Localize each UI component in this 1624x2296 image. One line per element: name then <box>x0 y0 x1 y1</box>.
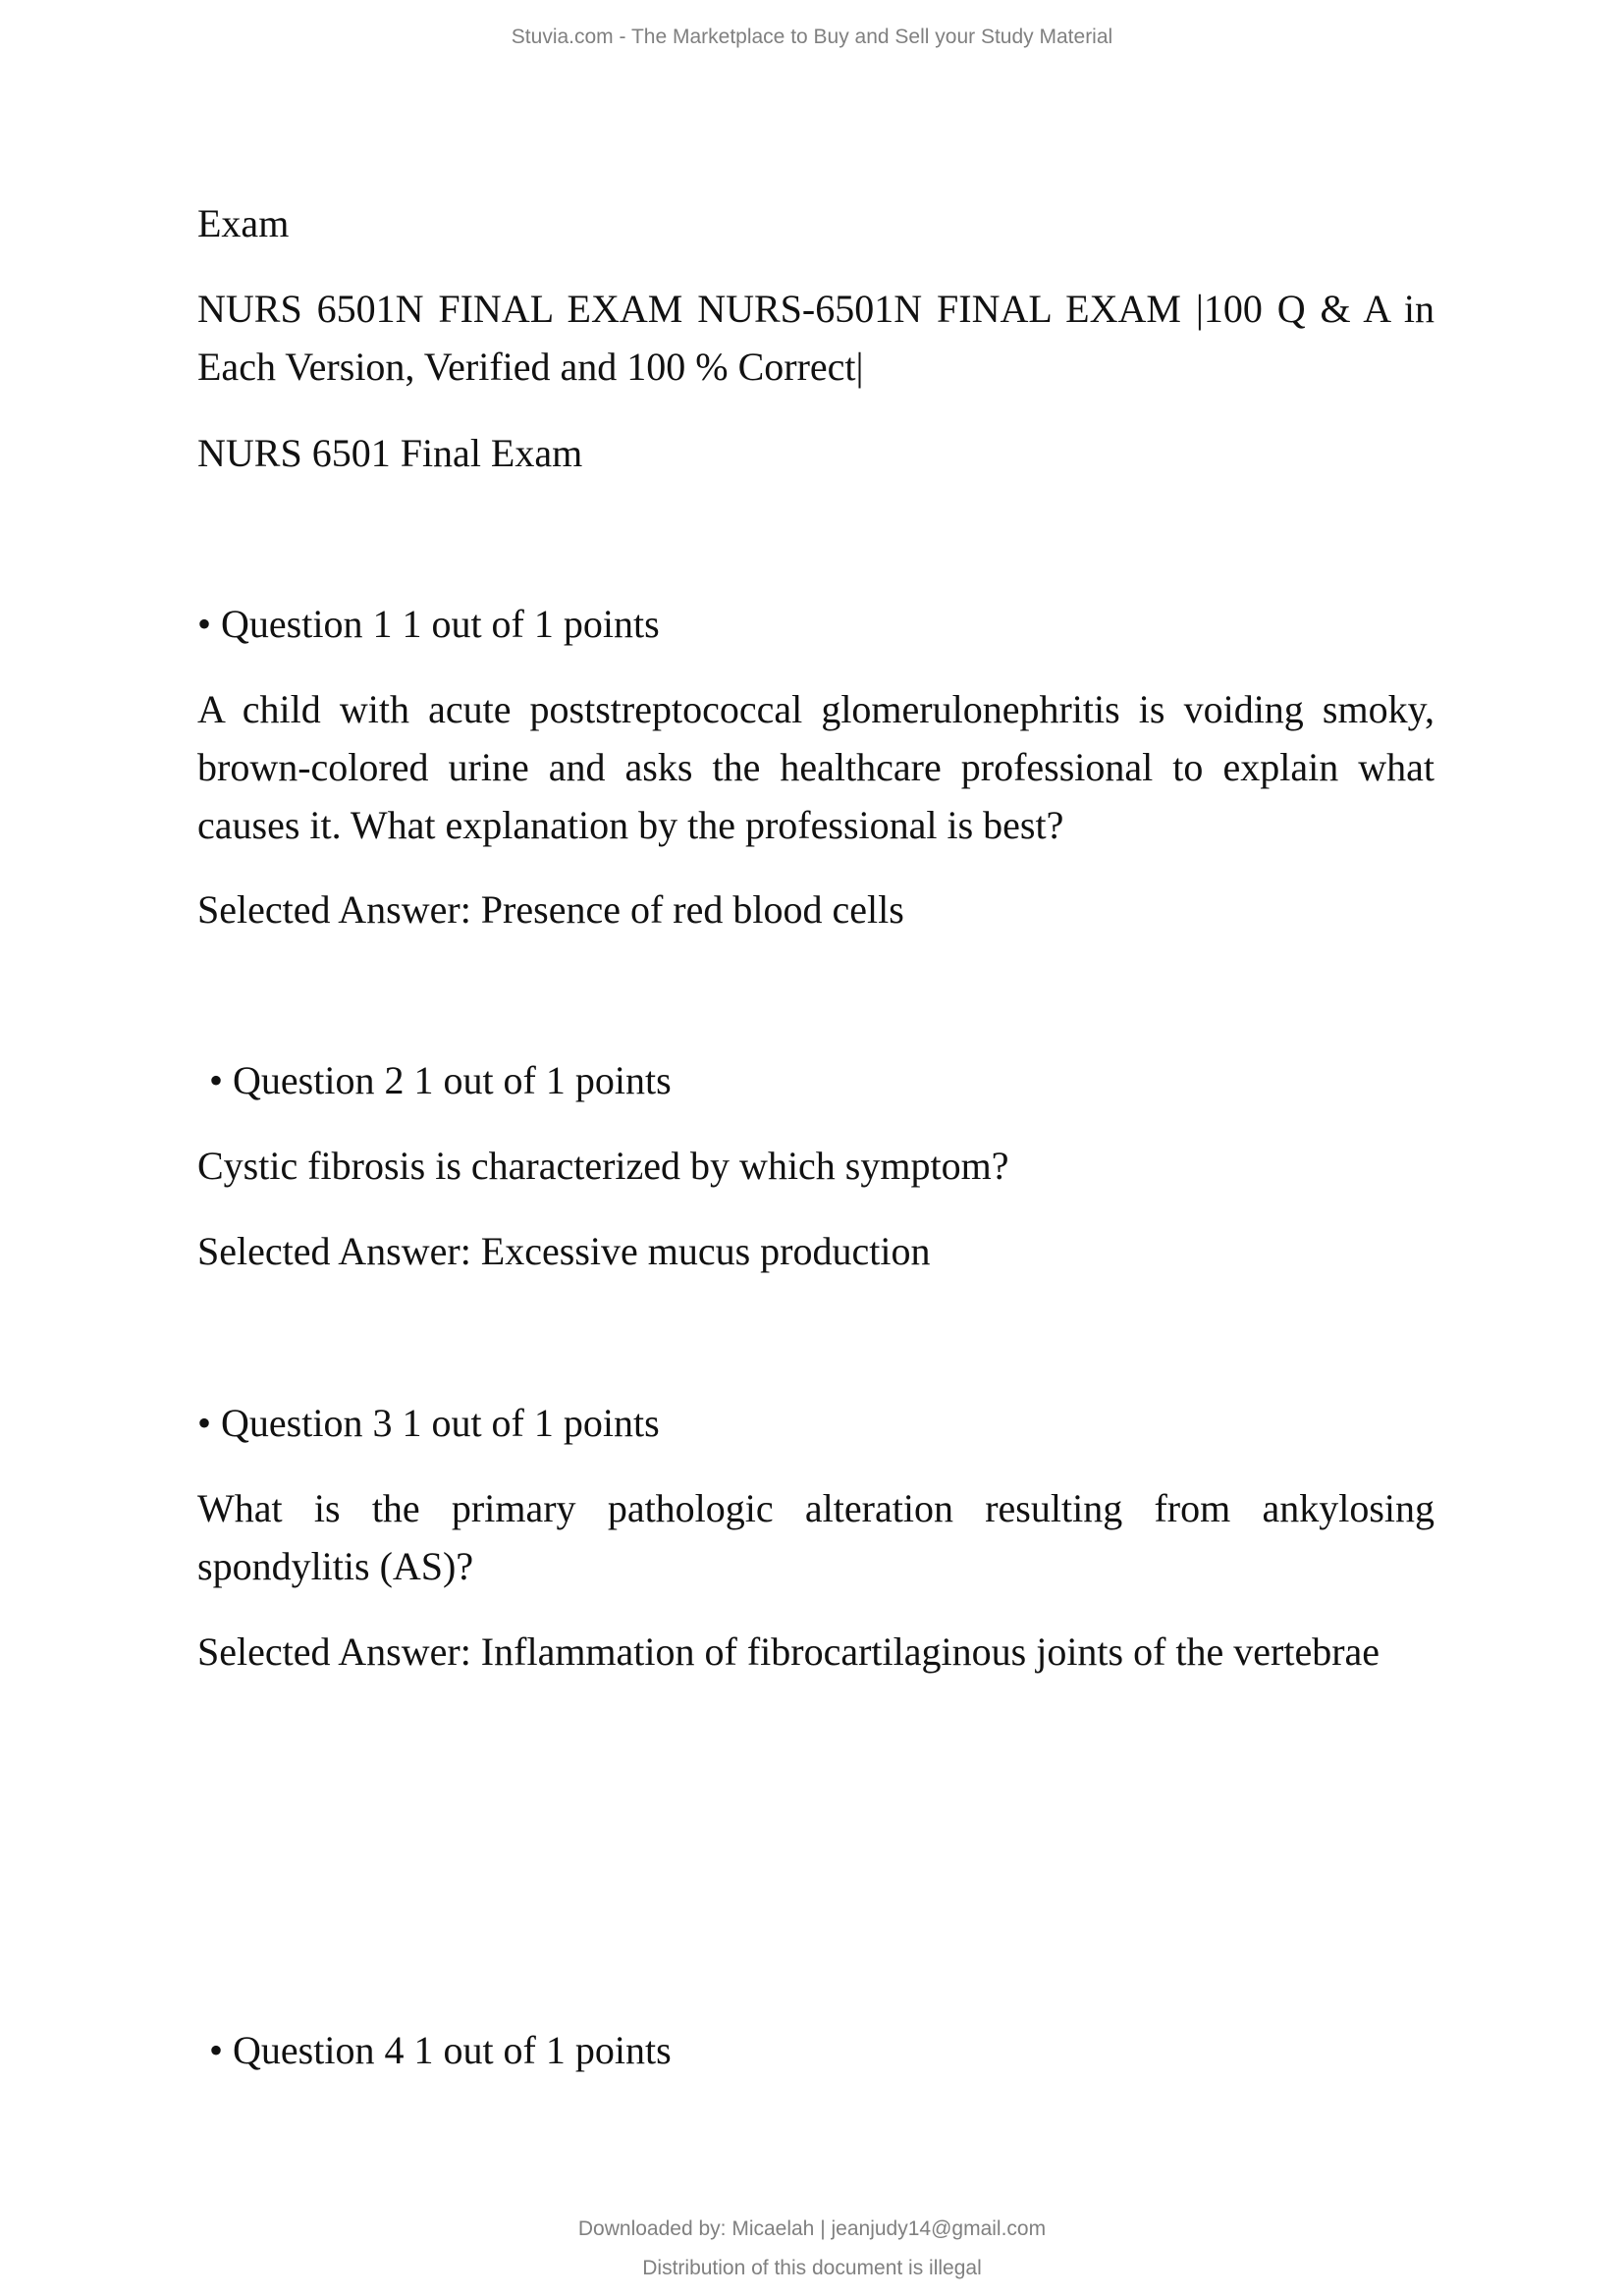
doc-title: NURS 6501N FINAL EXAM NURS-6501N FINAL EXAM |100 Q & A in Each Version, Verified and 100 % Correct| <box>197 287 1435 389</box>
page-header: Stuvia.com - The Marketplace to Buy and Sell your Study Material <box>511 26 1113 48</box>
footer-notice: Distribution of this document is illegal <box>642 2257 982 2279</box>
doc-label: Exam <box>197 201 290 245</box>
question-heading: • Question 2 1 out of 1 points <box>209 1058 672 1102</box>
question-text: A child with acute poststreptococcal glomerulonephritis is voiding smoky, brown-colored urine and asks the healthcare professional to explain what causes it. What explanation by the professional is best? <box>197 687 1435 847</box>
selected-answer: Selected Answer: Presence of red blood cells <box>197 887 904 932</box>
question-text: What is the primary pathologic alteration resulting from ankylosing spondylitis (AS)? <box>197 1486 1435 1588</box>
question-text: Cystic fibrosis is characterized by which symptom? <box>197 1144 1009 1188</box>
doc-subtitle: NURS 6501 Final Exam <box>197 431 583 475</box>
selected-answer: Selected Answer: Excessive mucus production <box>197 1229 931 1273</box>
question-heading: • Question 3 1 out of 1 points <box>197 1401 660 1445</box>
selected-answer: Selected Answer: Inflammation of fibrocartilaginous joints of the vertebrae <box>197 1629 1380 1674</box>
footer-downloaded: Downloaded by: Micaelah | jeanjudy14@gmail.com <box>577 2217 1047 2240</box>
question-heading: • Question 1 1 out of 1 points <box>197 602 660 646</box>
question-heading: • Question 4 1 out of 1 points <box>209 2028 672 2072</box>
